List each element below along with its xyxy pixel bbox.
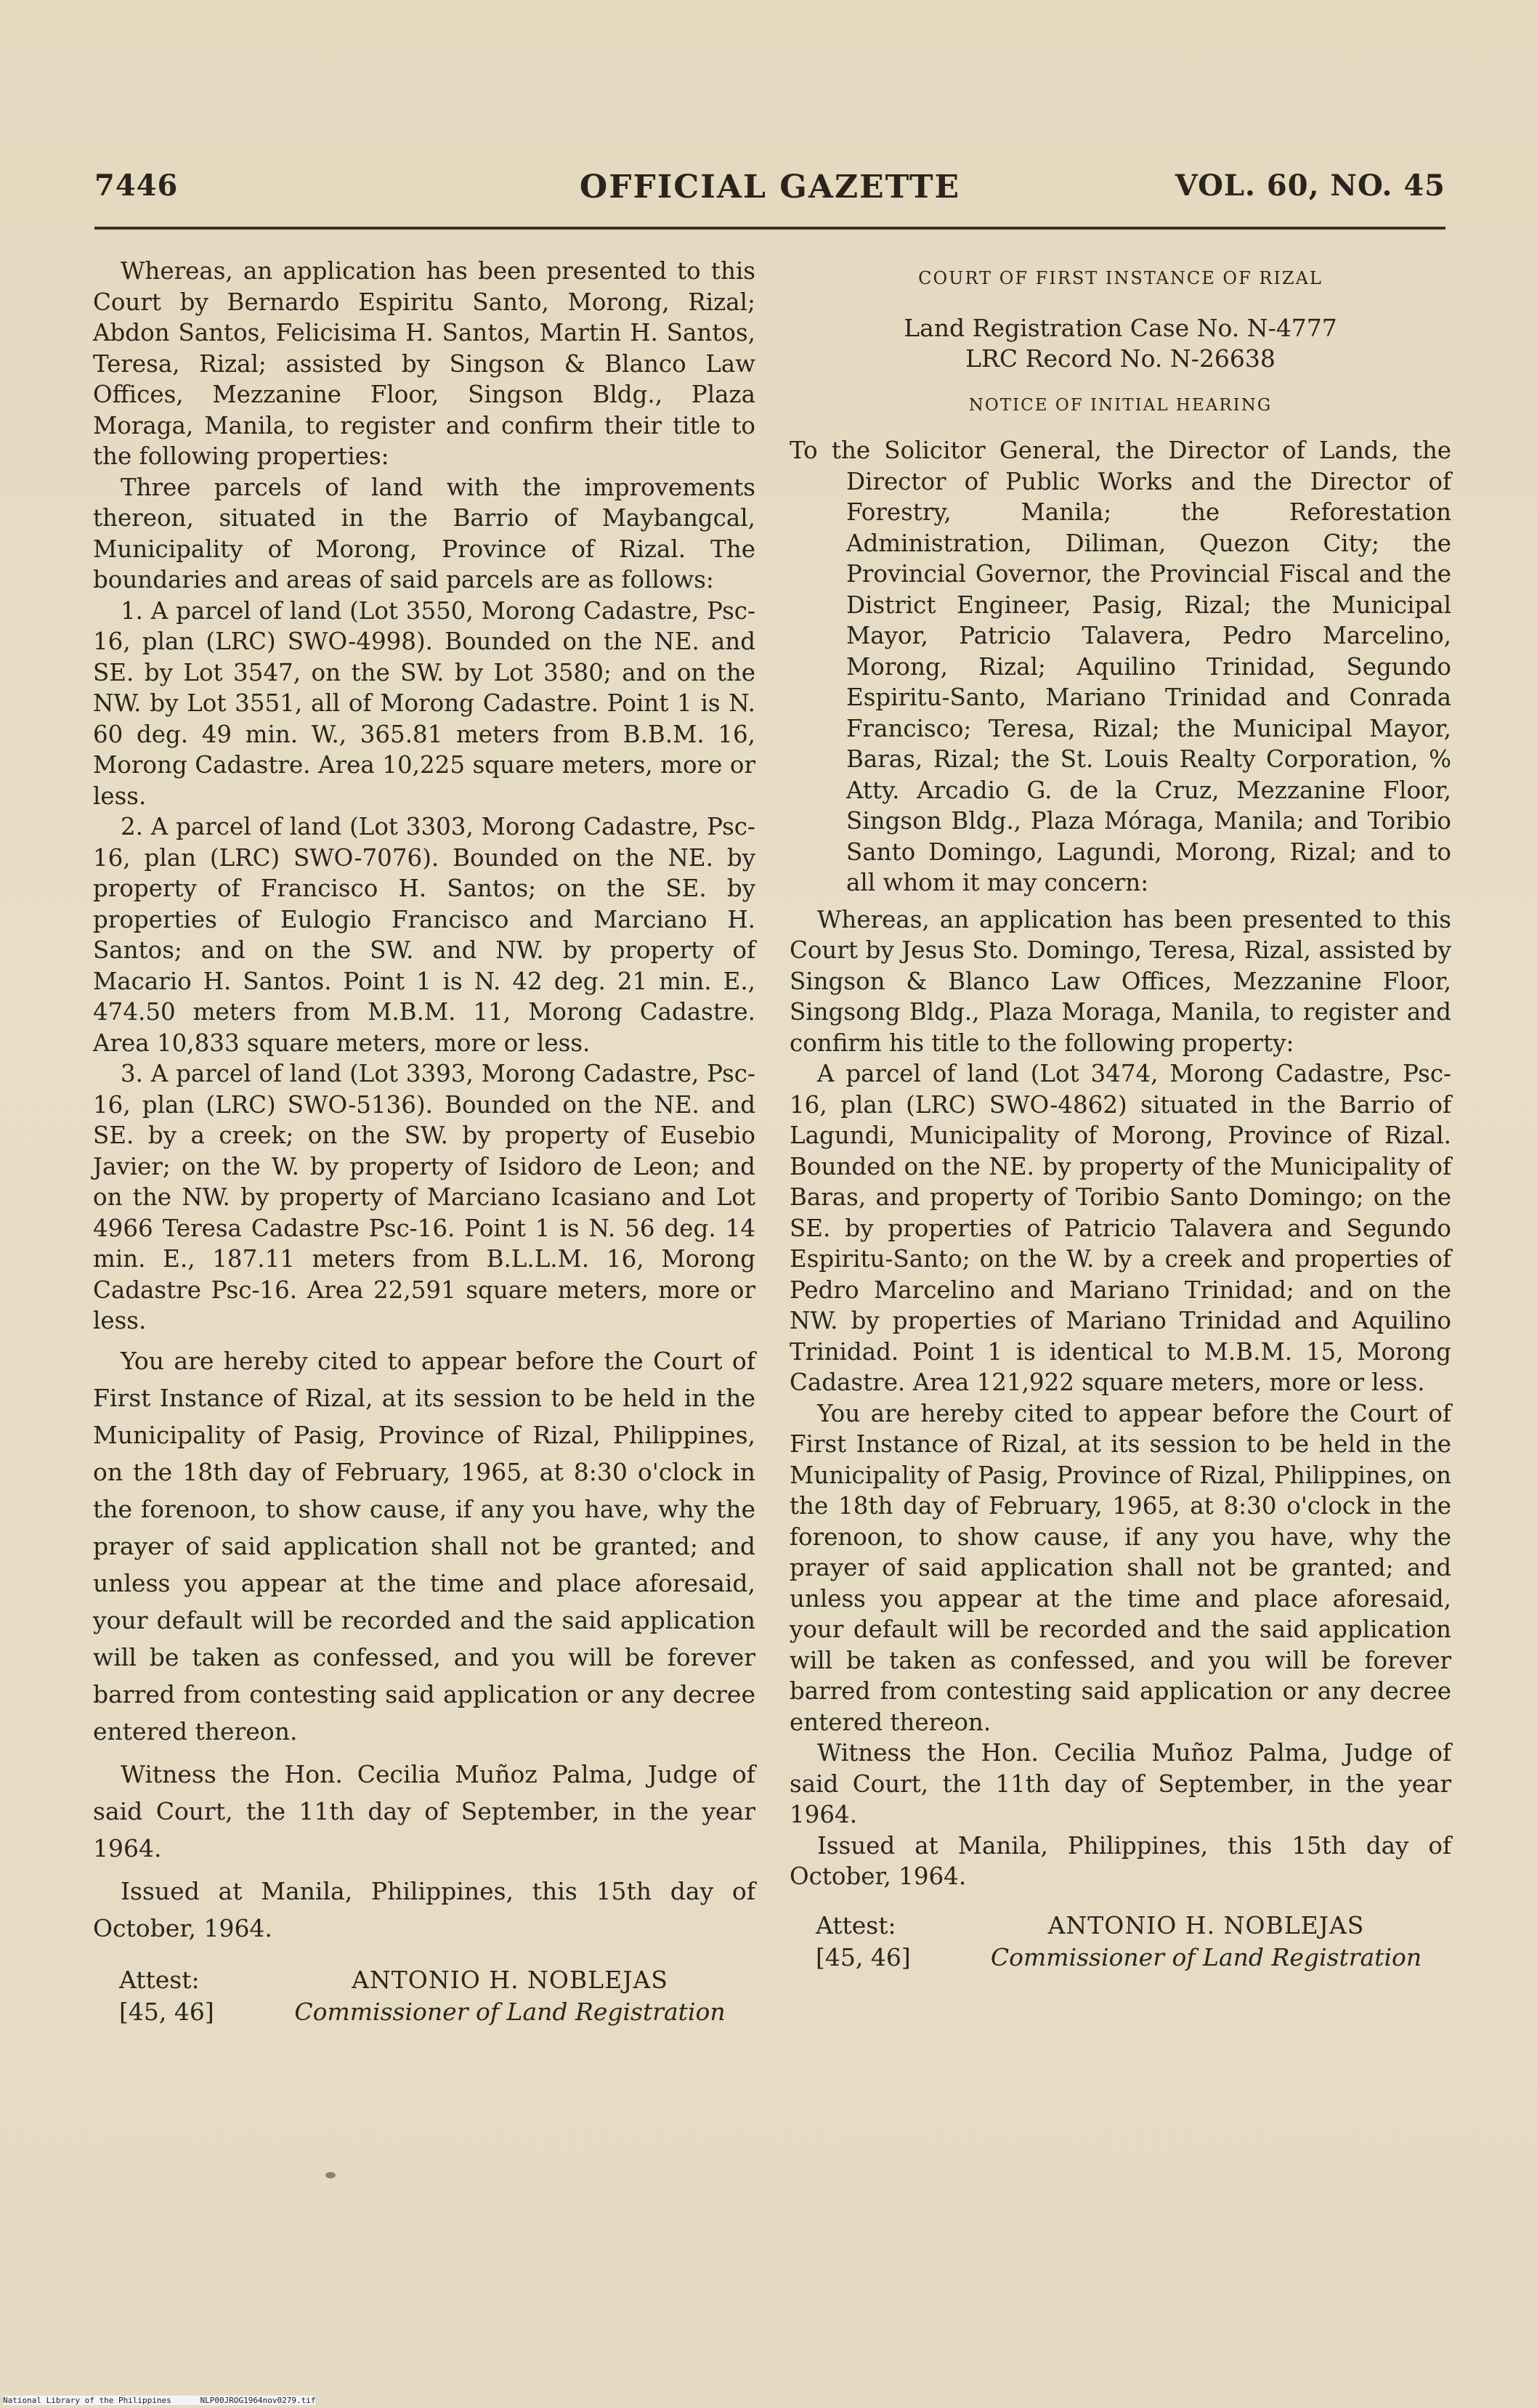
- left-signature-row: [93, 1996, 755, 2028]
- court-heading: COURT OF FIRST INSTANCE OF RIZAL: [918, 268, 1323, 288]
- left-parcel-1: 1. A parcel of land (Lot 3550, Morong Cadastre, Psc-16, plan (LRC) SWO-4998). Bounded on the NE. and SE. by Lot 3547, on the SW. by Lot 3580; and on the NW. by Lot 3551, all of Morong Cadastre. Point 1 is N. 60 deg. 49 min. W., 365.81 meters from B.B.M. 16, Morong Cadastre. Area 10,225 square meters, more or less.: [93, 596, 755, 810]
- left-intro-paragraph: Whereas, an application has been presented to this Court by Bernardo Espiritu Santo, Morong, Rizal; Abdon Santos, Felicisima H. Santos, Martin H. Santos, Teresa, Rizal; assisted by Singson & Blanco Law Offices, Mezzanine Floor, Singson Bldg., Plaza Moraga, Manila, to register and confirm their title to the following properties:: [93, 257, 755, 470]
- left-issue-ref: [45, 46]: [119, 1997, 214, 2026]
- scan-footer: National Library of the Philippines NLP00JROG1964nov0279.tif: [3, 2396, 316, 2405]
- left-parcels-intro: Three parcels of land with the improvements thereon, situated in the Barrio of Maybangcal, Municipality of Morong, Province of Rizal. The boundaries and areas of said parcels are as follows:: [93, 473, 755, 593]
- page-number: 7446: [94, 169, 179, 203]
- publication-title: OFFICIAL GAZETTE: [579, 169, 961, 206]
- left-column: [93, 256, 755, 2028]
- right-signatory-title: Commissioner of Land Registration: [990, 1942, 1422, 1971]
- left-witness: Witness the Hon. Cecilia Muñoz Palma, Judge of said Court, the 11th day of September, in the year 1964.: [93, 1759, 755, 1862]
- left-attest-label: Attest:: [119, 1965, 200, 1994]
- right-intro-paragraph: Whereas, an application has been presented to this Court by Jesus Sto. Domingo, Teresa, Rizal, assisted by Singson & Blanco Law Offices, Mezzanine Floor, Singsong Bldg., Plaza Moraga, Manila, to register and confirm his title to the following property:: [790, 905, 1451, 1057]
- right-column: [790, 263, 1451, 1974]
- case-number: Land Registration Case No. N-4777: [904, 313, 1337, 342]
- right-addressees: To the Solicitor General, the Director of Lands, the Director of Public Works and the Director of Forestry, Manila; the Reforestation Administration, Diliman, Quezon City; the Provincial Governor, the Provincial Fiscal and the District Engineer, Pasig, Rizal; the Municipal Mayor, Patricio Talavera, Pedro Marcelino, Morong, Rizal; Aquilino Trinidad, Segundo Espiritu-Santo, Mariano Trinidad and Conrada Francisco; Teresa, Rizal; the Municipal Mayor, Baras, Rizal; the St. Louis Realty Corporation, % Atty. Arcadio G. de la Cruz, Mezzanine Floor, Singson Bldg., Plaza Móraga, Manila; and Toribio Santo Domingo, Lagundi, Morong, Rizal; and to all whom it may concern:: [790, 437, 1451, 896]
- right-signatory: ANTONIO H. NOBLEJAS: [1047, 1910, 1365, 1939]
- record-number: LRC Record No. N-26638: [965, 344, 1276, 373]
- right-citation: You are hereby cited to appear before the Court of First Instance of Rizal, at its session to be held in the Municipality of Pasig, Province of Rizal, Philippines, on the 18th day of February, 1965, at 8:30 o'clock in the forenoon, to show cause, if any you have, why the prayer of said application shall not be granted; and unless you appear at the time and place aforesaid, your default will be recorded and the said application will be taken as confessed, and you will be forever barred from contesting said application or any decree entered thereon.: [790, 1399, 1451, 1736]
- ink-smudge: [325, 2172, 336, 2178]
- left-issued: Issued at Manila, Philippines, this 15th day of October, 1964.: [93, 1876, 755, 1942]
- right-issued: Issued at Manila, Philippines, this 15th day of October, 1964.: [790, 1831, 1451, 1890]
- left-parcel-2: 2. A parcel of land (Lot 3303, Morong Cadastre, Psc-16, plan (LRC) SWO-7076). Bounded on the NE. by property of Francisco H. Santos; on the SE. by properties of Eulogio Francisco and Marciano H. Santos; and on the SW. and NW. by property of Macario H. Santos. Point 1 is N. 42 deg. 21 min. E., 474.50 meters from M.B.M. 11, Morong Cadastre. Area 10,833 square meters, more or less.: [93, 813, 755, 1057]
- left-citation: You are hereby cited to appear before the Court of First Instance of Rizal, at its session to be held in the Municipality of Pasig, Province of Rizal, Philippines, on the 18th day of February, 1965, at 8:30 o'clock in the forenoon, to show cause, if any you have, why the prayer of said application shall not be granted; and unless you appear at the time and place aforesaid, your default will be recorded and the said application will be taken as confessed, and you will be forever barred from contesting said application or any decree entered thereon.: [93, 1346, 755, 1746]
- right-parcel: A parcel of land (Lot 3474, Morong Cadastre, Psc-16, plan (LRC) SWO-4862) situated in the Barrio of Lagundi, Municipality of Morong, Province of Rizal. Bounded on the NE. by property of the Municipality of Baras, and property of Toribio Santo Domingo; on the SE. by properties of Patricio Talavera and Segundo Espiritu-Santo; on the W. by a creek and properties of Pedro Marcelino and Mariano Trinidad; and on the NW. by properties of Mariano Trinidad and Aquilino Trinidad. Point 1 is identical to M.B.M. 15, Morong Cadastre. Area 121,922 square meters, more or less.: [790, 1060, 1451, 1396]
- right-issue-ref: [45, 46]: [816, 1942, 911, 1971]
- left-signatory-title: Commissioner of Land Registration: [294, 1997, 726, 2026]
- left-attest-row: [93, 1964, 755, 1996]
- left-signatory: ANTONIO H. NOBLEJAS: [352, 1965, 668, 1994]
- right-attest-label: Attest:: [816, 1910, 896, 1939]
- left-parcel-3: 3. A parcel of land (Lot 3393, Morong Cadastre, Psc-16, plan (LRC) SWO-5136). Bounded on the NE. and SE. by a creek; on the SW. by property of Eusebio Javier; on the W. by property of Isidoro de Leon; and on the NW. by property of Marciano Icasiano and Lot 4966 Teresa Cadastre Psc-16. Point 1 is N. 56 deg. 14 min. E., 187.11 meters from B.L.L.M. 16, Morong Cadastre Psc-16. Area 22,591 square meters, more or less.: [93, 1060, 755, 1334]
- header-rule: [94, 227, 1445, 230]
- right-attest-row: [790, 1910, 1451, 1942]
- notice-heading: NOTICE OF INITIAL HEARING: [968, 395, 1273, 415]
- right-witness: Witness the Hon. Cecilia Muñoz Palma, Judge of said Court, the 11th day of September, in the year 1964.: [790, 1739, 1451, 1828]
- right-signature-row: [790, 1942, 1451, 1974]
- volume-number: VOL. 60, NO. 45: [1175, 169, 1445, 203]
- page-header: [94, 169, 1445, 219]
